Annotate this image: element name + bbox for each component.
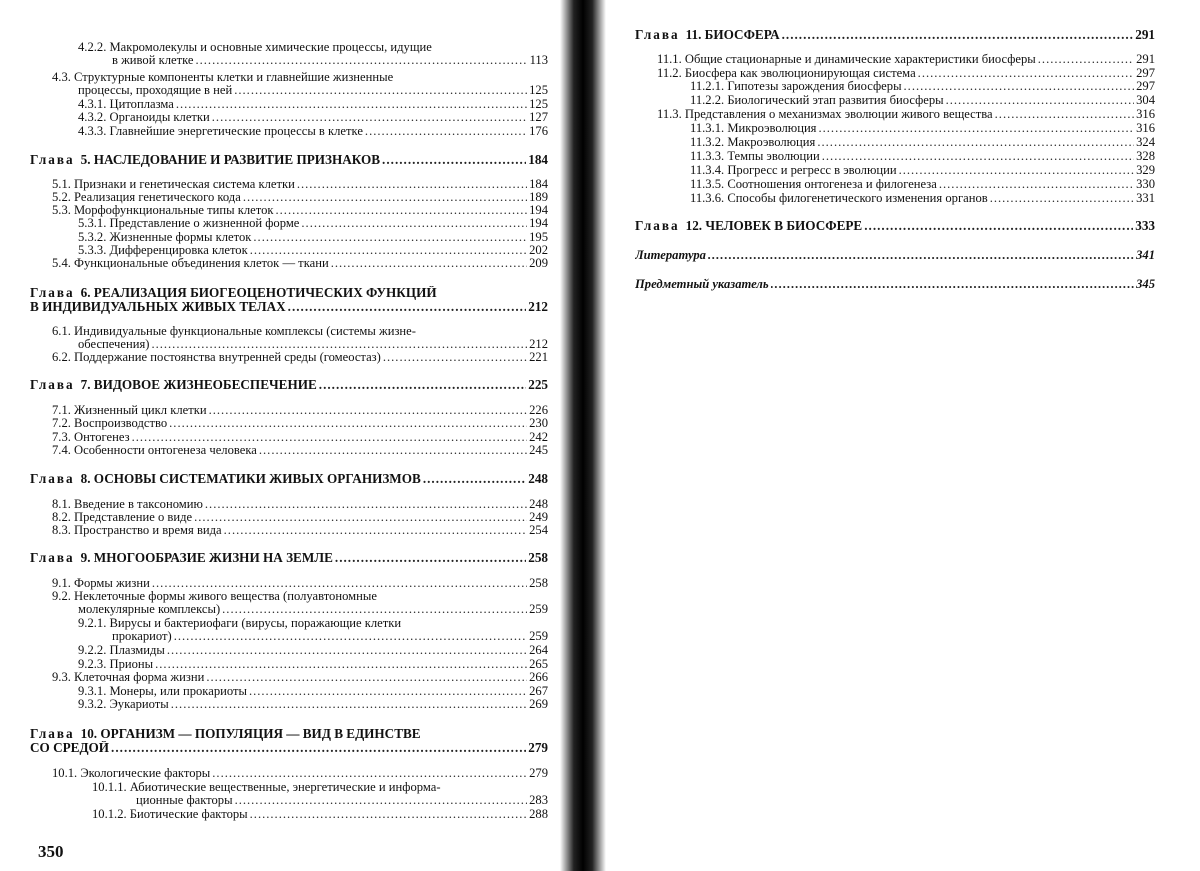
toc-entry	[690, 163, 1155, 177]
toc-entry-title: 11.2.2. Биологический этап развития биосферы	[690, 93, 944, 107]
leader-dots	[205, 497, 527, 511]
toc-page-number: 266	[529, 670, 548, 684]
toc-entry-first-line: 9.2. Неклеточные формы живого вещества (полуавтономные	[52, 589, 377, 603]
toc-page-number: 189	[529, 190, 548, 204]
toc-entry-title: 11.3. Представления о механизмах эволюции живого вещества	[657, 107, 993, 121]
chapter-label: Глава	[30, 378, 75, 392]
toc-page-number: 194	[529, 203, 548, 217]
leader-dots	[301, 216, 527, 230]
toc-entry-title: 5.2. Реализация генетического кода	[52, 190, 241, 204]
toc-entry	[635, 277, 1155, 291]
toc-page-number: 194	[529, 216, 548, 230]
toc-page-number: 259	[529, 629, 548, 643]
toc-page-number: 283	[529, 793, 548, 807]
toc-page-number: 184	[528, 153, 548, 167]
toc-entry-title: 4.3.3. Главнейшие энергетические процессы в клетке	[78, 124, 363, 138]
toc-entry	[52, 177, 548, 191]
chapter-title: В ИНДИВИДУАЛЬНЫХ ЖИВЫХ ТЕЛАХ	[30, 300, 286, 314]
toc-page-number: 226	[529, 403, 548, 417]
leader-dots	[365, 124, 527, 138]
toc-page-number: 264	[529, 643, 548, 657]
toc-entry-title: 11.3.2. Макроэволюция	[690, 135, 816, 149]
toc-entry-title: 11.3.1. Микроэволюция	[690, 121, 817, 135]
toc-page-number: 330	[1136, 177, 1155, 191]
toc-entry-title: 11.3.5. Соотношения онтогенеза и филогенеза	[690, 177, 937, 191]
leader-dots	[167, 643, 527, 657]
chapter-title: 12. ЧЕЛОВЕК В БИОСФЕРЕ	[685, 219, 863, 233]
chapter-label: Глава	[30, 727, 75, 741]
toc-entry-title: 11.3.3. Темпы эволюции	[690, 149, 820, 163]
toc-entry-title: 5.3. Морфофункциональные типы клеток	[52, 203, 274, 217]
chapter-first-line	[30, 286, 437, 300]
toc-page-number: 291	[1135, 28, 1155, 42]
toc-page-number: 125	[529, 83, 548, 97]
page-number: 350	[38, 842, 64, 861]
toc-entry-title: 5.3.3. Дифференцировка клеток	[78, 243, 248, 257]
toc-entry	[690, 191, 1155, 205]
toc-page-number: 341	[1136, 248, 1155, 262]
toc-entry	[78, 97, 548, 111]
toc-entry-first-line: 6.1. Индивидуальные функциональные комплексы (системы жизне-	[52, 324, 416, 338]
toc-page-number: 184	[529, 177, 548, 191]
toc-entry-title: 9.2.3. Прионы	[78, 657, 154, 671]
chapter-first-line	[30, 727, 421, 741]
toc-entry-title: Литература	[635, 248, 706, 262]
chapter-entry	[635, 28, 1155, 42]
leader-dots	[939, 177, 1134, 191]
toc-entry	[690, 79, 1155, 93]
chapter-title: 11. БИОСФЕРА	[685, 28, 780, 42]
left-page	[0, 0, 575, 871]
toc-entry	[635, 248, 1155, 262]
leader-dots	[864, 219, 1133, 233]
leader-dots	[782, 28, 1134, 42]
toc-page-number: 329	[1136, 163, 1155, 177]
toc-entry	[112, 629, 548, 643]
toc-entry	[657, 107, 1155, 121]
chapter-label: Глава	[30, 286, 75, 300]
toc-entry-title: 9.2.2. Плазмиды	[78, 643, 165, 657]
toc-page-number: 230	[529, 416, 548, 430]
leader-dots	[904, 79, 1135, 93]
leader-dots	[335, 551, 526, 565]
chapter-title: 8. ОСНОВЫ СИСТЕМАТИКИ ЖИВЫХ ОРГАНИЗМОВ	[80, 472, 421, 486]
toc-entry-title: 11.3.4. Прогресс и регресс в эволюции	[690, 163, 897, 177]
chapter-label: Глава	[30, 551, 75, 565]
toc-entry	[78, 337, 548, 351]
toc-entry-title: 5.3.1. Представление о жизненной форме	[78, 216, 300, 230]
toc-entry-first-line: 4.3. Структурные компоненты клетки и главнейшие жизненные	[52, 70, 394, 84]
toc-page-number: 259	[529, 602, 548, 616]
toc-entry	[52, 256, 548, 270]
leader-dots	[222, 602, 527, 616]
toc-entry	[690, 149, 1155, 163]
toc-page-number: 248	[529, 497, 548, 511]
leader-dots	[331, 256, 527, 270]
toc-page-number: 304	[1136, 93, 1155, 107]
chapter-title: 9. МНОГООБРАЗИЕ ЖИЗНИ НА ЗЕМЛЕ	[80, 551, 333, 565]
toc-entry-title: 11.1. Общие стационарные и динамические характеристики биосферы	[657, 52, 1036, 66]
toc-entry-title: 4.3.2. Органоиды клетки	[78, 110, 210, 124]
toc-page-number: 249	[529, 510, 548, 524]
chapter-title: 10. ОРГАНИЗМ — ПОПУЛЯЦИЯ — ВИД В ЕДИНСТВЕ	[80, 727, 421, 741]
leader-dots	[276, 203, 528, 217]
toc-page-number: 225	[528, 378, 548, 392]
toc-page-number: 297	[1136, 79, 1155, 93]
toc-entry	[52, 670, 548, 684]
toc-entry	[52, 576, 548, 590]
leader-dots	[176, 97, 527, 111]
toc-page-number: 324	[1136, 135, 1155, 149]
leader-dots	[235, 793, 528, 807]
toc-page-number: 176	[529, 124, 548, 138]
chapter-entry	[30, 741, 548, 755]
chapter-title: 6. РЕАЛИЗАЦИЯ БИОГЕОЦЕНОТИЧЕСКИХ ФУНКЦИЙ	[80, 286, 437, 300]
toc-entry-title: 8.2. Представление о виде	[52, 510, 193, 524]
toc-entry-title: ционные факторы	[136, 793, 233, 807]
toc-page-number: 212	[528, 300, 548, 314]
toc-entry-first-line: 4.2.2. Макромолекулы и основные химические процессы, идущие	[78, 40, 432, 54]
toc-entry-title: 11.2.1. Гипотезы зарождения биосферы	[690, 79, 902, 93]
toc-page-number: 279	[528, 741, 548, 755]
toc-page-number: 245	[529, 443, 548, 457]
toc-entry-title: процессы, проходящие в ней	[78, 83, 233, 97]
chapter-entry	[635, 219, 1155, 233]
leader-dots	[195, 53, 527, 67]
leader-dots	[212, 766, 527, 780]
toc-entry-title: 9.1. Формы жизни	[52, 576, 150, 590]
toc-entry	[657, 66, 1155, 80]
leader-dots	[288, 300, 527, 314]
leader-dots	[899, 163, 1135, 177]
toc-page-number: 254	[529, 523, 548, 537]
leader-dots	[319, 378, 526, 392]
toc-entry	[78, 110, 548, 124]
leader-dots	[918, 66, 1134, 80]
toc-entry-title: 6.2. Поддержание постоянства внутренней среды (гомеостаз)	[52, 350, 381, 364]
leader-dots	[209, 403, 528, 417]
toc-entry-title: 4.3.1. Цитоплазма	[78, 97, 174, 111]
toc-entry	[52, 766, 548, 780]
toc-entry	[78, 124, 548, 138]
toc-page-number: 297	[1136, 66, 1155, 80]
toc-entry	[52, 403, 548, 417]
toc-entry-title: 5.4. Функциональные объединения клеток — ткани	[52, 256, 329, 270]
toc-page-number: 345	[1136, 277, 1155, 291]
toc-entry	[690, 135, 1155, 149]
toc-page-number: 331	[1136, 191, 1155, 205]
toc-entry-title: молекулярные комплексы)	[78, 602, 221, 616]
chapter-title: 7. ВИДОВОЕ ЖИЗНЕОБЕСПЕЧЕНИЕ	[80, 378, 317, 392]
chapter-entry	[30, 472, 548, 486]
toc-page-number: 267	[529, 684, 548, 698]
toc-entry-title: 8.3. Пространство и время вида	[52, 523, 222, 537]
toc-entry	[657, 52, 1155, 66]
toc-entry-title: 10.1.2. Биотические факторы	[92, 807, 248, 821]
toc-entry-title: 9.3.1. Монеры, или прокариоты	[78, 684, 247, 698]
leader-dots	[243, 190, 527, 204]
leader-dots	[132, 430, 528, 444]
leader-dots	[234, 83, 527, 97]
chapter-label: Глава	[635, 219, 680, 233]
toc-entry	[78, 697, 548, 711]
leader-dots	[250, 807, 527, 821]
toc-page-number: 242	[529, 430, 548, 444]
leader-dots	[253, 230, 527, 244]
toc-entry	[112, 53, 548, 67]
toc-page-number: 288	[529, 807, 548, 821]
toc-entry	[136, 793, 548, 807]
toc-page-number: 316	[1136, 107, 1155, 121]
leader-dots	[224, 523, 527, 537]
toc-entry	[78, 643, 548, 657]
toc-entry	[52, 443, 548, 457]
toc-page-number: 212	[529, 337, 548, 351]
toc-entry-title: 8.1. Введение в таксономию	[52, 497, 203, 511]
chapter-title: СО СРЕДОЙ	[30, 741, 110, 755]
leader-dots	[194, 510, 527, 524]
toc-entry	[52, 510, 548, 524]
toc-page-number: 248	[528, 472, 548, 486]
leader-dots	[382, 153, 526, 167]
toc-entry	[690, 121, 1155, 135]
toc-page-number: 221	[529, 350, 548, 364]
toc-entry-title: 11.2. Биосфера как эволюционирующая система	[657, 66, 916, 80]
toc-entry-title: Предметный указатель	[635, 277, 769, 291]
toc-entry	[52, 523, 548, 537]
chapter-entry	[30, 378, 548, 392]
leader-dots	[771, 277, 1134, 291]
chapter-entry	[30, 300, 548, 314]
toc-entry	[78, 216, 548, 230]
leader-dots	[995, 107, 1134, 121]
toc-entry	[78, 657, 548, 671]
toc-entry	[78, 83, 548, 97]
toc-page-number: 113	[529, 53, 548, 67]
leader-dots	[297, 177, 527, 191]
leader-dots	[990, 191, 1134, 205]
chapter-entry	[30, 551, 548, 565]
toc-entry-title: 7.4. Особенности онтогенеза человека	[52, 443, 257, 457]
right-page	[600, 0, 1200, 871]
chapter-title: 5. НАСЛЕДОВАНИЕ И РАЗВИТИЕ ПРИЗНАКОВ	[80, 153, 381, 167]
leader-dots	[152, 576, 527, 590]
toc-entry-first-line: 9.2.1. Вирусы и бактериофаги (вирусы, поражающие клетки	[78, 616, 402, 630]
toc-entry-first-line: 10.1.1. Абиотические вещественные, энергетические и информа-	[92, 780, 441, 794]
toc-entry	[690, 177, 1155, 191]
leader-dots	[169, 416, 527, 430]
leader-dots	[155, 657, 527, 671]
toc-page-number: 291	[1136, 52, 1155, 66]
toc-entry	[690, 93, 1155, 107]
chapter-label: Глава	[30, 153, 75, 167]
toc-page-number: 333	[1135, 219, 1155, 233]
toc-page-number: 258	[528, 551, 548, 565]
toc-entry	[52, 190, 548, 204]
toc-entry-title: 5.3.2. Жизненные формы клеток	[78, 230, 252, 244]
leader-dots	[259, 443, 527, 457]
leader-dots	[212, 110, 527, 124]
toc-page-number: 202	[529, 243, 548, 257]
toc-entry-title: 10.1. Экологические факторы	[52, 766, 211, 780]
leader-dots	[250, 243, 527, 257]
leader-dots	[817, 135, 1134, 149]
leader-dots	[423, 472, 526, 486]
chapter-label: Глава	[30, 472, 75, 486]
toc-page-number: 265	[529, 657, 548, 671]
toc-entry	[52, 416, 548, 430]
leader-dots	[206, 670, 527, 684]
toc-entry	[52, 497, 548, 511]
toc-entry	[92, 807, 548, 821]
leader-dots	[111, 741, 526, 755]
leader-dots	[822, 149, 1134, 163]
toc-page-number: 316	[1136, 121, 1155, 135]
toc-entry-title: прокариот)	[112, 629, 172, 643]
toc-entry-title: 5.1. Признаки и генетическая система клетки	[52, 177, 295, 191]
chapter-label: Глава	[635, 28, 680, 42]
toc-entry-title: 9.3.2. Эукариоты	[78, 697, 169, 711]
toc-entry	[52, 203, 548, 217]
toc-entry	[52, 350, 548, 364]
toc-entry	[78, 684, 548, 698]
chapter-entry	[30, 153, 548, 167]
toc-page-number: 127	[529, 110, 548, 124]
toc-entry-title: 11.3.6. Способы филогенетического изменения органов	[690, 191, 988, 205]
toc-entry-title: 7.3. Онтогенез	[52, 430, 130, 444]
leader-dots	[383, 350, 527, 364]
toc-entry	[52, 430, 548, 444]
toc-page-number: 279	[529, 766, 548, 780]
leader-dots	[946, 93, 1135, 107]
leader-dots	[818, 121, 1134, 135]
toc-entry-title: обеспечения)	[78, 337, 150, 351]
leader-dots	[1038, 52, 1134, 66]
toc-entry	[78, 602, 548, 616]
toc-page-number: 269	[529, 697, 548, 711]
toc-page-number: 195	[529, 230, 548, 244]
toc-entry-title: 7.1. Жизненный цикл клетки	[52, 403, 207, 417]
leader-dots	[174, 629, 527, 643]
toc-page-number: 209	[529, 256, 548, 270]
toc-page-number: 258	[529, 576, 548, 590]
toc-entry-title: 7.2. Воспроизводство	[52, 416, 168, 430]
leader-dots	[151, 337, 527, 351]
toc-entry	[78, 243, 548, 257]
toc-entry-title: в живой клетке	[112, 53, 194, 67]
toc-page-number: 328	[1136, 149, 1155, 163]
leader-dots	[249, 684, 527, 698]
leader-dots	[171, 697, 527, 711]
leader-dots	[708, 248, 1134, 262]
toc-entry-title: 9.3. Клеточная форма жизни	[52, 670, 205, 684]
toc-entry	[78, 230, 548, 244]
toc-page-number: 125	[529, 97, 548, 111]
